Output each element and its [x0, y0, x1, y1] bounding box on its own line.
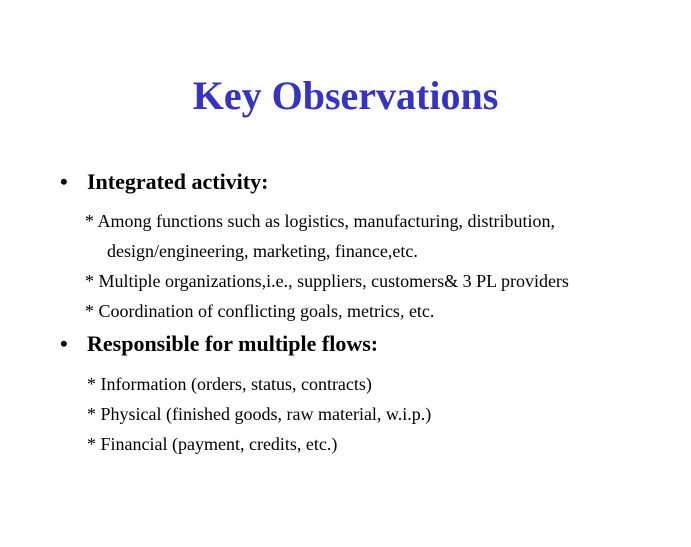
sub-item-among-functions: * Among functions such as logistics, manufacturing, distribution, [85, 211, 555, 231]
bullet-icon: • [60, 331, 68, 356]
sub-item-among-functions-continued: design/engineering, marketing, finance,etc. [107, 241, 418, 261]
sub-item-multiple-organizations: * Multiple organizations,i.e., suppliers, customers& 3 PL providers [85, 271, 569, 291]
sub-item-coordination: * Coordination of conflicting goals, metrics, etc. [85, 301, 435, 321]
bullet-multiple-flows [60, 330, 378, 358]
sub-item-financial: * Financial (payment, credits, etc.) [87, 434, 338, 454]
bullet-integrated-activity [60, 168, 268, 196]
slide-title: Key Observations [192, 73, 499, 118]
bullet-label: Integrated activity: [87, 169, 269, 194]
sub-item-physical: * Physical (finished goods, raw material, w.i.p.) [87, 404, 432, 424]
sub-item-information: * Information (orders, status, contracts) [87, 374, 372, 394]
bullet-label: Responsible for multiple flows: [87, 331, 379, 356]
bullet-icon: • [60, 169, 68, 194]
